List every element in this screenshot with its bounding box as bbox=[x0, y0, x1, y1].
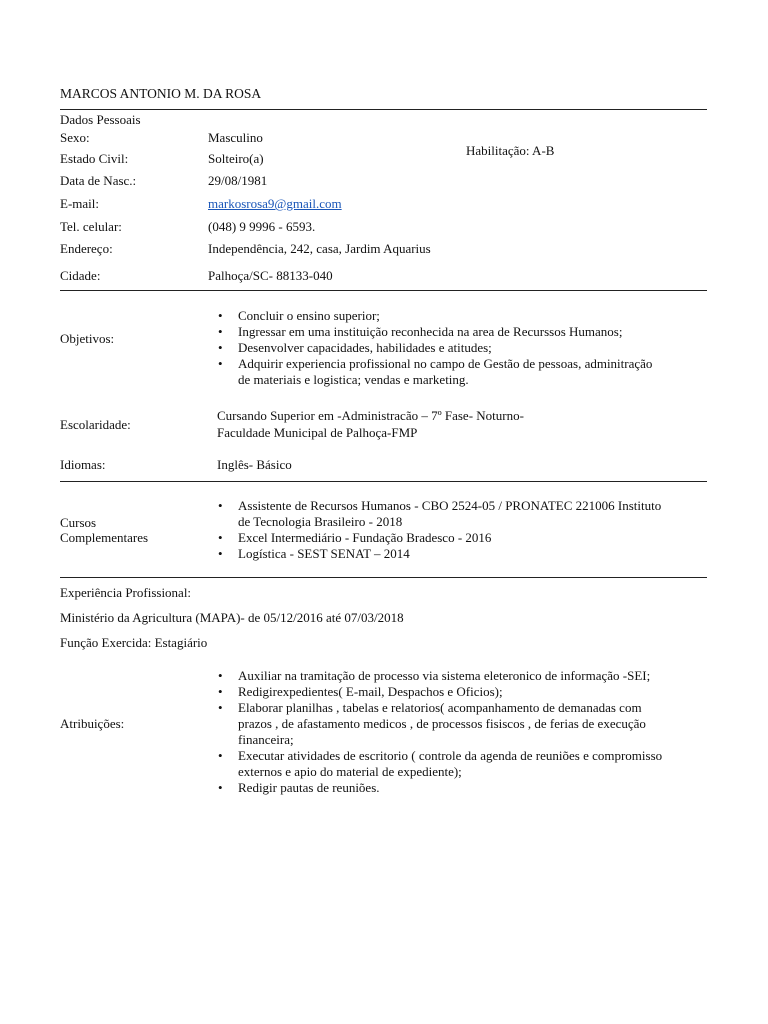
list-item: • Redigir pautas de reuniões. bbox=[214, 780, 724, 796]
idiomas-label: Idiomas: bbox=[60, 457, 106, 472]
list-item: • Redigirexpedientes( E-mail, Despachos e Oficios); bbox=[214, 684, 724, 700]
address-label: Endereço: bbox=[60, 241, 113, 256]
cursos-label: Cursos bbox=[60, 515, 97, 530]
list-item: • Desenvolver capacidades, habilidades e atitudes; bbox=[214, 340, 714, 356]
atribuicoes-item-continuation: prazos , de afastamento medicos , de processos fisiscos , de ferias de execução bbox=[238, 716, 646, 731]
list-item: • Concluir o ensino superior; bbox=[214, 308, 714, 324]
phone-value: (048) 9 9996 - 6593. bbox=[208, 219, 316, 234]
list-item: • Ingressar em uma instituição reconhecida na area de Recurssos Humanos; bbox=[214, 324, 714, 340]
atribuicoes-list bbox=[214, 780, 724, 796]
divider bbox=[60, 290, 707, 291]
divider bbox=[60, 481, 707, 482]
cursos-list bbox=[214, 530, 714, 562]
city-value: Palhoça/SC- 88133-040 bbox=[208, 268, 333, 283]
sexo-value: Masculino bbox=[208, 130, 263, 145]
list-item: • Executar atividades de escritorio ( controle da agenda de reuniões e compromisso bbox=[214, 748, 724, 764]
list-item: • Elaborar planilhas , tabelas e relatorios( acompanhamento de demanadas com bbox=[214, 700, 724, 716]
atribuicoes-list bbox=[214, 668, 724, 716]
role: Função Exercida: Estagiário bbox=[60, 635, 208, 650]
divider bbox=[60, 109, 707, 110]
atribuicoes-item-continuation: financeira; bbox=[238, 732, 294, 747]
employer: Ministério da Agricultura (MAPA)- de 05/12/2016 até 07/03/2018 bbox=[60, 610, 404, 625]
estado-civil-value: Solteiro(a) bbox=[208, 151, 264, 166]
sexo-label: Sexo: bbox=[60, 130, 90, 145]
escolaridade-line: Faculdade Municipal de Palhoça-FMP bbox=[217, 425, 418, 440]
experiencia-title: Experiência Profissional: bbox=[60, 585, 192, 600]
phone-label: Tel. celular: bbox=[60, 219, 122, 234]
birth-date-label: Data de Nasc.: bbox=[60, 173, 137, 188]
habilitacao: Habilitação: A-B bbox=[466, 143, 555, 158]
cursos-label: Complementares bbox=[60, 530, 149, 545]
email-link[interactable]: markosrosa9@gmail.com bbox=[208, 196, 342, 211]
idiomas-value: Inglês- Básico bbox=[217, 457, 292, 472]
estado-civil-label: Estado Civil: bbox=[60, 151, 129, 166]
cursos-list bbox=[214, 498, 714, 514]
objetivos-item-continuation: de materiais e logistica; vendas e marketing. bbox=[238, 372, 469, 387]
birth-date-value: 29/08/1981 bbox=[208, 173, 268, 188]
list-item: • Assistente de Recursos Humanos - CBO 2524-05 / PRONATEC 221006 Instituto bbox=[214, 498, 714, 514]
escolaridade-line: Cursando Superior em -Administracão – 7º Fase- Noturno- bbox=[217, 408, 524, 423]
escolaridade-label: Escolaridade: bbox=[60, 417, 131, 432]
list-item: • Auxiliar na tramitação de processo via sistema eleteronico de informação -SEI; bbox=[214, 668, 724, 684]
objetivos-list bbox=[214, 308, 714, 372]
address-value: Independência, 242, casa, Jardim Aquarius bbox=[208, 241, 431, 256]
cursos-item-continuation: de Tecnologia Brasileiro - 2018 bbox=[238, 514, 403, 529]
list-item: • Excel Intermediário - Fundação Bradesco - 2016 bbox=[214, 530, 714, 546]
divider bbox=[60, 577, 707, 578]
list-item: • Adquirir experiencia profissional no campo de Gestão de pessoas, adminitração bbox=[214, 356, 714, 372]
atribuicoes-list bbox=[214, 748, 724, 764]
atribuicoes-item-continuation: externos e apio do material de expediente); bbox=[238, 764, 462, 779]
objetivos-label: Objetivos: bbox=[60, 331, 115, 346]
list-item: • Logística - SEST SENAT – 2014 bbox=[214, 546, 714, 562]
candidate-name: MARCOS ANTONIO M. DA ROSA bbox=[60, 86, 262, 101]
personal-section-title: Dados Pessoais bbox=[60, 112, 141, 127]
email-label: E-mail: bbox=[60, 196, 99, 211]
city-label: Cidade: bbox=[60, 268, 101, 283]
atribuicoes-label: Atribuições: bbox=[60, 716, 125, 731]
